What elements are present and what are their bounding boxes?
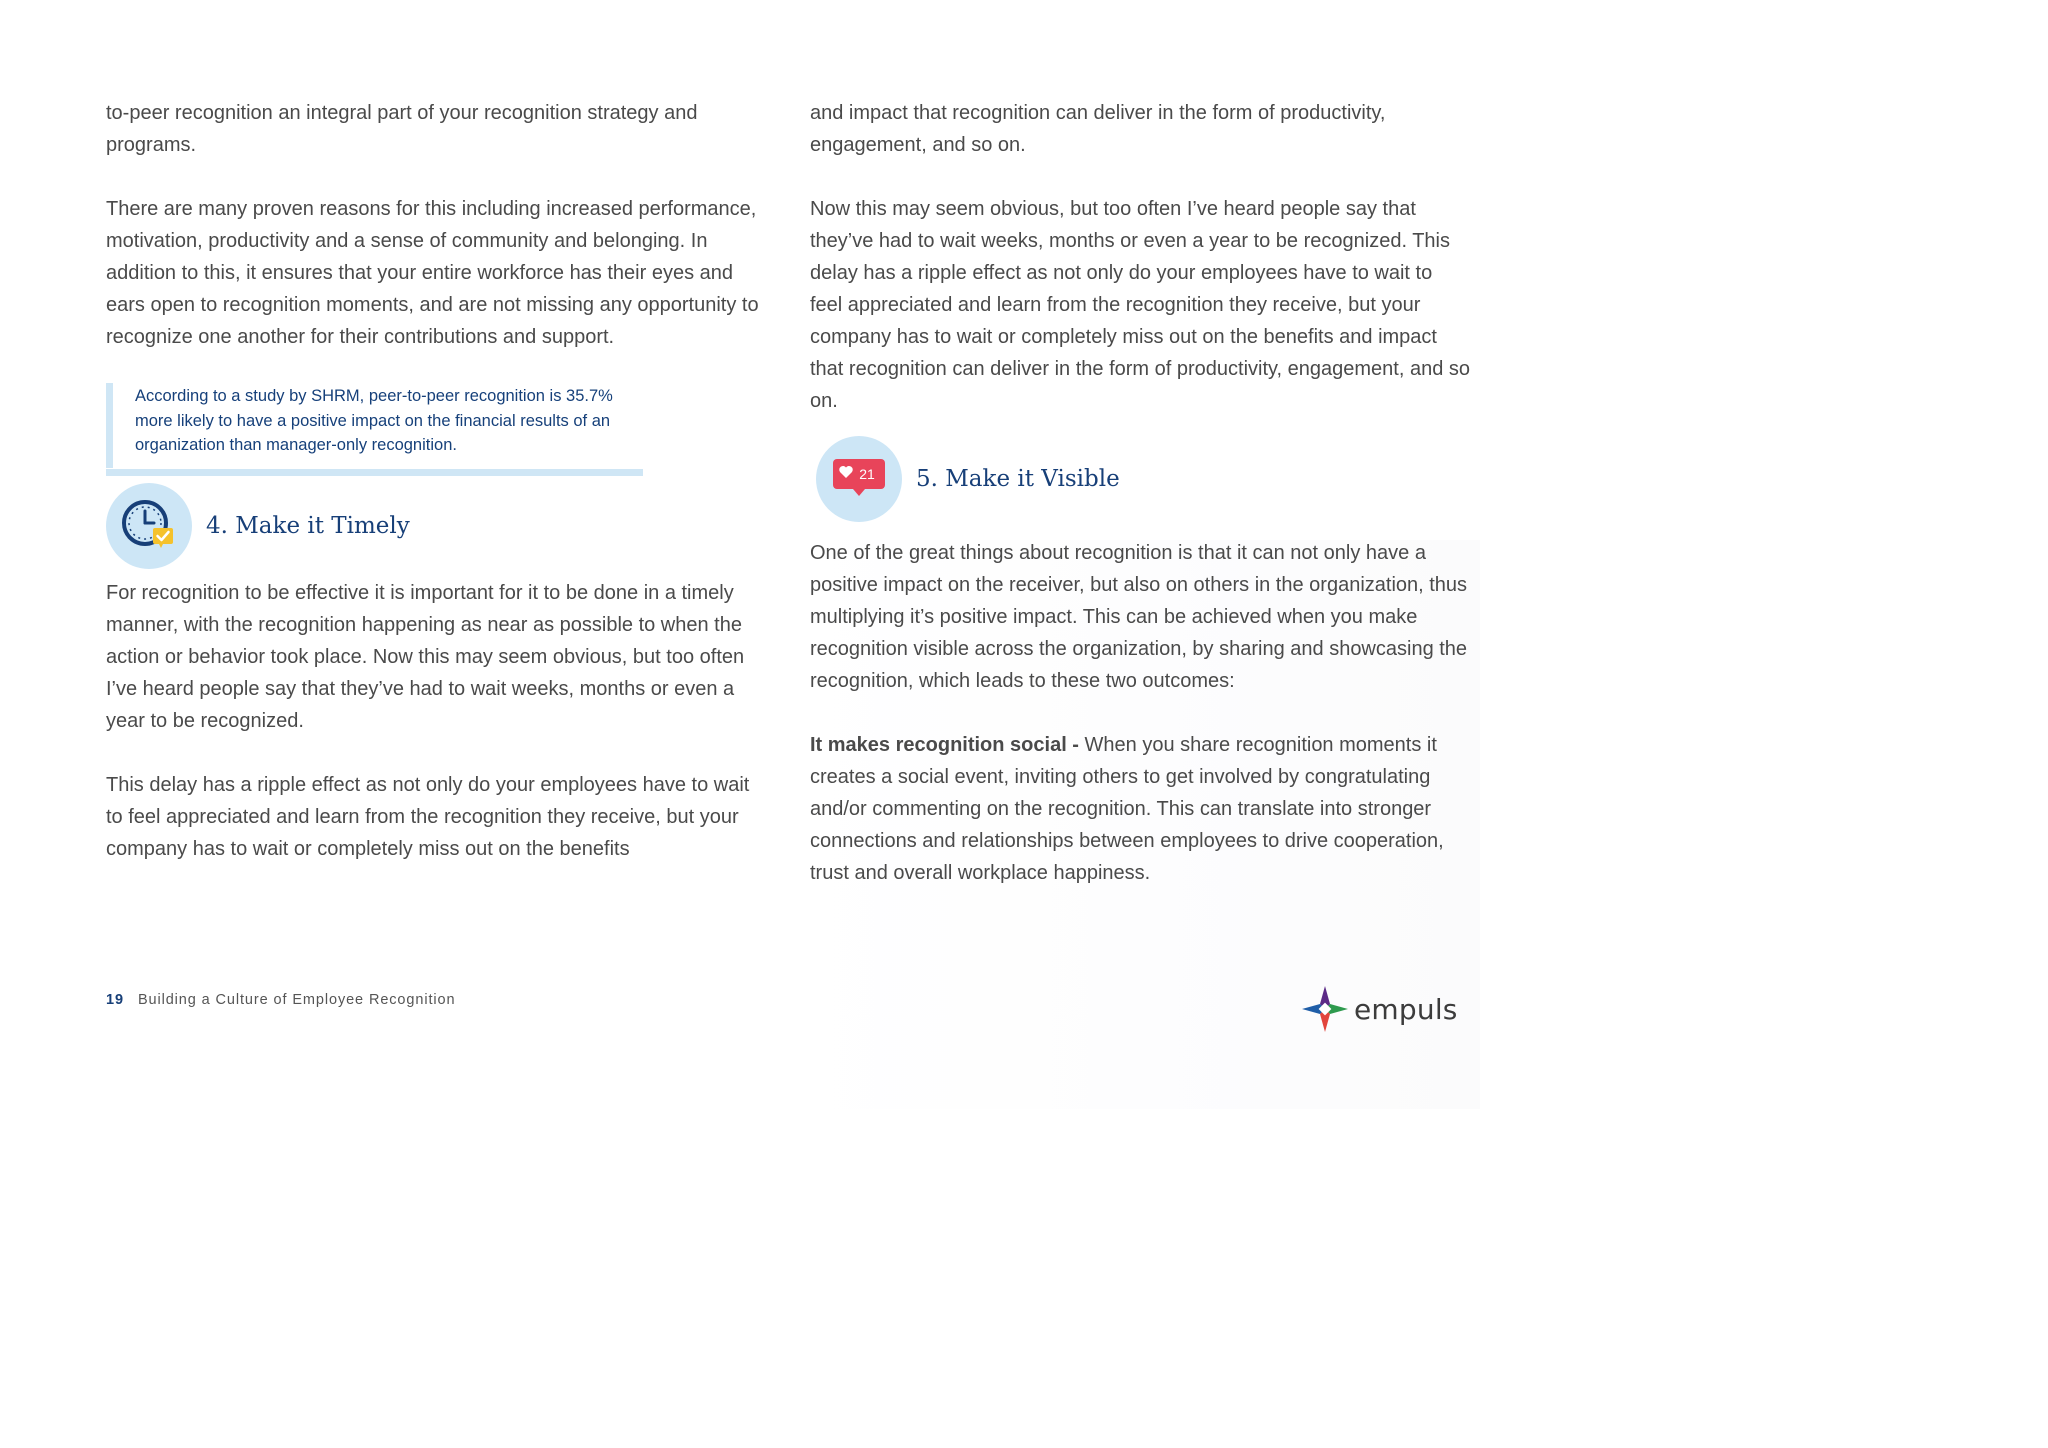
left-paragraph-2: There are many proven reasons for this including increased performance, motivation, productivity and a sense of community and belonging. In addition to this, it ensures that your entire workforce has their eyes and ears open to recognition moments, and are not missing any opportunity to recognize one another for their contributions and support. xyxy=(106,198,759,348)
page-number: 19 xyxy=(106,992,124,1008)
pull-quote xyxy=(106,383,670,468)
right-paragraph-2: Now this may seem obvious, but too often I’ve heard people say that they’ve had to wait weeks, months or even a year to be recognized. This delay has a ripple effect as not only do your employees have to wait to feel appreciated and learn from the recognition they receive, but your company has to wait or completely miss out on the benefits and impact that recognition can deliver in the form of productivity, engagement, and so on. xyxy=(810,198,1471,412)
section-5-bold-lead: It makes recognition social - xyxy=(810,734,1079,756)
like-count: 21 xyxy=(859,466,875,482)
section-5-header xyxy=(816,435,1470,523)
right-paragraph-1: and impact that recognition can deliver in the form of productivity, engagement, and so on. xyxy=(810,102,1386,156)
pull-quote-underline xyxy=(106,469,643,476)
right-column xyxy=(810,97,1470,889)
pull-quote-text: According to a study by SHRM, peer-to-peer recognition is 35.7% more likely to have a positive impact on the financial results of an organization than manager-only recognition. xyxy=(135,387,613,454)
section-4-title: 4. Make it Timely xyxy=(206,512,410,539)
empuls-star-logo-icon xyxy=(1300,984,1350,1034)
section-5-paragraph-2 xyxy=(810,729,1470,889)
empuls-logo xyxy=(1300,984,1458,1034)
logo-wordmark: empuls xyxy=(1354,992,1458,1026)
heart-like-badge-icon xyxy=(816,436,902,522)
left-column xyxy=(106,97,766,865)
section-5-paragraph-1: One of the great things about recognition is that it can not only have a positive impact on the receiver, but also on others in the organization, thus multiplying it’s positive impact. This can be achieved when you make recognition visible across the organization, by sharing and showcasing the recognition, which leads to these two outcomes: xyxy=(810,542,1468,692)
section-4-header xyxy=(106,482,766,570)
page-footer xyxy=(106,992,455,1008)
section-4-paragraph-2: This delay has a ripple effect as not only do your employees have to wait to feel appreciated and learn from the recognition they receive, but your company has to wait or completely miss out on the benefits xyxy=(106,773,750,860)
section-5-paragraph-2-text: When you share recognition moments it creates a social event, inviting others to get involved by congratulating and/or commenting on the recognition. This can translate into stronger connections and relationships between employees to drive cooperation, trust and overall workplace happiness. xyxy=(810,734,1444,884)
clock-check-icon xyxy=(106,483,192,569)
section-5-title: 5. Make it Visible xyxy=(916,466,1120,492)
document-title: Building a Culture of Employee Recognition xyxy=(137,992,456,1008)
left-paragraph-1: to-peer recognition an integral part of your recognition strategy and programs. xyxy=(106,102,698,156)
section-4-paragraph-1: For recognition to be effective it is important for it to be done in a timely manner, with the recognition happening as near as possible to when the action or behavior took place. Now this may seem obvious, but too often I’ve heard people say that they’ve had to wait weeks, months or even a year to be recognized. xyxy=(106,581,745,732)
